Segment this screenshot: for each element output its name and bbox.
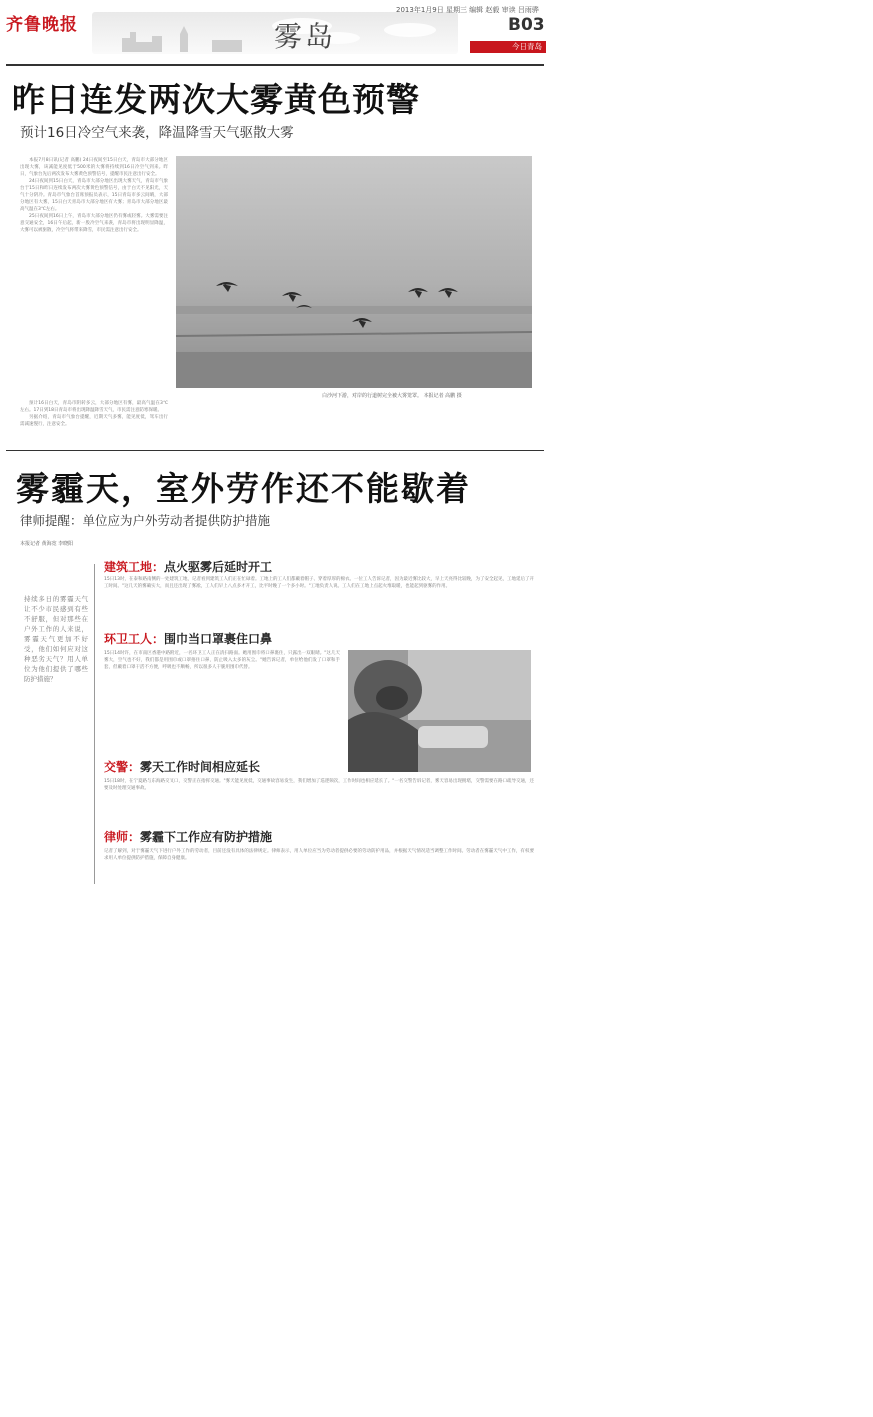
paragraph: 25日夜间到16日上午，青岛市大部分地区仍有雾或轻雾。大雾需要注意交通安全，16日午后起，新一股冷空气来袭，青岛市将出现明显降温，大雾可以被驱散，冷空气将带来降雪，市民需注意出行安全。 xyxy=(20,214,168,233)
newspaper-logo: 齐鲁晚报 xyxy=(6,15,78,35)
top-divider xyxy=(6,64,544,66)
story2-headline: 雾霾天，室外劳作还不能歇着 xyxy=(16,469,471,508)
story1-headline: 昨日连发两次大雾黄色预警 xyxy=(12,80,420,119)
section-keyword: 交警： xyxy=(104,760,141,774)
section-keyword: 环卫工人： xyxy=(104,632,165,646)
section-head-lawyer xyxy=(104,828,272,845)
lead-text: 持续多日的雾霾天气让不少市民感到有些不舒服，但对那些在户外工作的人来说，雾霾天气更加不好受，他们如何应对这种恶劣天气？用人单位为他们提供了哪些防护措施？ xyxy=(24,595,88,683)
section-text-construction: 15日13时，在泰和路南侧的一处建筑工地，记者看到建筑工人们正在忙碌着。工地上的工人们都戴着帽子、穿着厚厚的棉衣。一位工人告诉记者，因为最近雾比较大，早上天亮得比较晚，为了安全起见，工地延后了开工时间。"这几天的雾确实大，而且还出现了雾凇，工人们早上八点多才开工，比平时晚了一个多小时。"工地负责人说。工人们在工地上点起火堆取暖，也能起到驱雾的作用。 xyxy=(104,577,534,589)
masthead xyxy=(0,0,550,62)
section-keyword: 建筑工地： xyxy=(104,560,165,574)
story1-body-col2 xyxy=(20,400,168,440)
page-number: B03 xyxy=(508,15,545,35)
story-divider xyxy=(6,450,544,451)
paragraph: 本报7月8日讯(记者 高鹏) 24日夜间至15日白天，青岛市大部分地区出现大雾，该减能见度低于500米的大雾将持续到16日冷空气到来。昨日，气象台先后两次发布大雾黄色预警信号，提醒市民注意出行安全。 xyxy=(20,158,168,177)
section-head-sanitation xyxy=(104,630,272,647)
section-text-lawyer: 记者了解到，对于雾霾天气下进行户外工作的劳动者，目前还没有具体的法律规定。律师表示，用人单位应当为劳动者提供必要的劳动防护用品，并根据天气情况适当调整工作时间。劳动者在雾霾天气中工作，有权要求用人单位提供防护措施，保障自身健康。 xyxy=(104,849,534,861)
fog-river-scene xyxy=(176,156,532,388)
photo-caption: 白沙河下游，对岸的行道树完全被大雾笼罩。 本报记者 高鹏 摄 xyxy=(322,393,462,399)
photo-caption: 15日，一名环卫工人在街头清扫路面，她用围巾裹住了口鼻。 本报记者 黄海宽 摄 xyxy=(768,1403,870,1416)
section-head-police xyxy=(104,758,260,775)
section-head-construction xyxy=(104,558,272,575)
story1-subhead: 预计16日冷空气来袭，降温降雪天气驱散大雾 xyxy=(20,125,294,141)
section-keyword: 律师： xyxy=(104,830,141,844)
section-text-police: 15日18时，在宁夏路与东海路交叉口，交警正在指挥交通。"雾天能见度低，交通事故容易发生，我们增加了巡逻频次，工作时间也相应延长了。"一名交警告诉记者，雾天容易出现拥堵，交警需要在路口疏导交通，还要及时处理交通事故。 xyxy=(104,779,534,791)
story2-subhead: 律师提醒：单位应为户外劳动者提供防护措施 xyxy=(20,513,271,528)
section-title: 雾岛 xyxy=(274,20,337,53)
paragraph: 24日夜间到15日白天，青岛市大部分地区出现大雾天气，青岛市气象台于15日和昨日连续发布两次大雾黄色预警信号，由于白天不见阳光，天气十分阴冷。青岛市气象台首席预报员表示，15日青岛市多云间晴，大部分地区有大雾，15日白天青岛市大部分地区有大雾；青岛市大部分地区最高气温在3℃左右。 xyxy=(20,179,168,212)
section-title-text: 雾霾下工作应有防护措施 xyxy=(140,830,273,844)
dateline: 2013年1月9日 星期三 编辑 赵毅 审读 吕雨骅 xyxy=(396,6,539,14)
sanitation-worker-photo xyxy=(348,650,870,1416)
section-title-text: 点火驱雾后延时开工 xyxy=(164,560,273,574)
byline: 本报记者 黄海宽 李晓阳 xyxy=(20,541,74,547)
story2-lead xyxy=(20,564,95,884)
section-text-sanitation: 15日14时许，在市南区香港中路附近，一名环卫工人正在清扫路面。她用围巾将口鼻裹住，只露出一双眼睛。"这几天雾大，空气也不好，我们都是用围巾或口罩捂住口鼻，防止吸入太多的灰尘。"她告诉记者，单位给他们发了口罩和手套，但戴着口罩干活不方便，呼吸也不顺畅，所以很多人干脆用围巾代替。 xyxy=(104,651,340,670)
paragraph: 另据介绍，青岛市气象台提醒，近期天气多雾，能见度低，驾车出行需减速慢行，注意安全。 xyxy=(20,415,168,427)
page-tag: 今日青岛 xyxy=(470,41,546,53)
section-title-text: 围巾当口罩裹住口鼻 xyxy=(164,632,273,646)
paragraph: 预计16日白天，青岛市阴转多云，大部分地区有雾，最高气温在3℃左右。17日到18日青岛市将出现降温降雪天气，市民需注意防寒保暖。 xyxy=(20,401,168,413)
fog-birds-photo xyxy=(176,156,532,388)
story1-body-col1 xyxy=(20,157,168,397)
section-title-text: 雾天工作时间相应延长 xyxy=(140,760,261,774)
worker-scene xyxy=(348,650,531,772)
